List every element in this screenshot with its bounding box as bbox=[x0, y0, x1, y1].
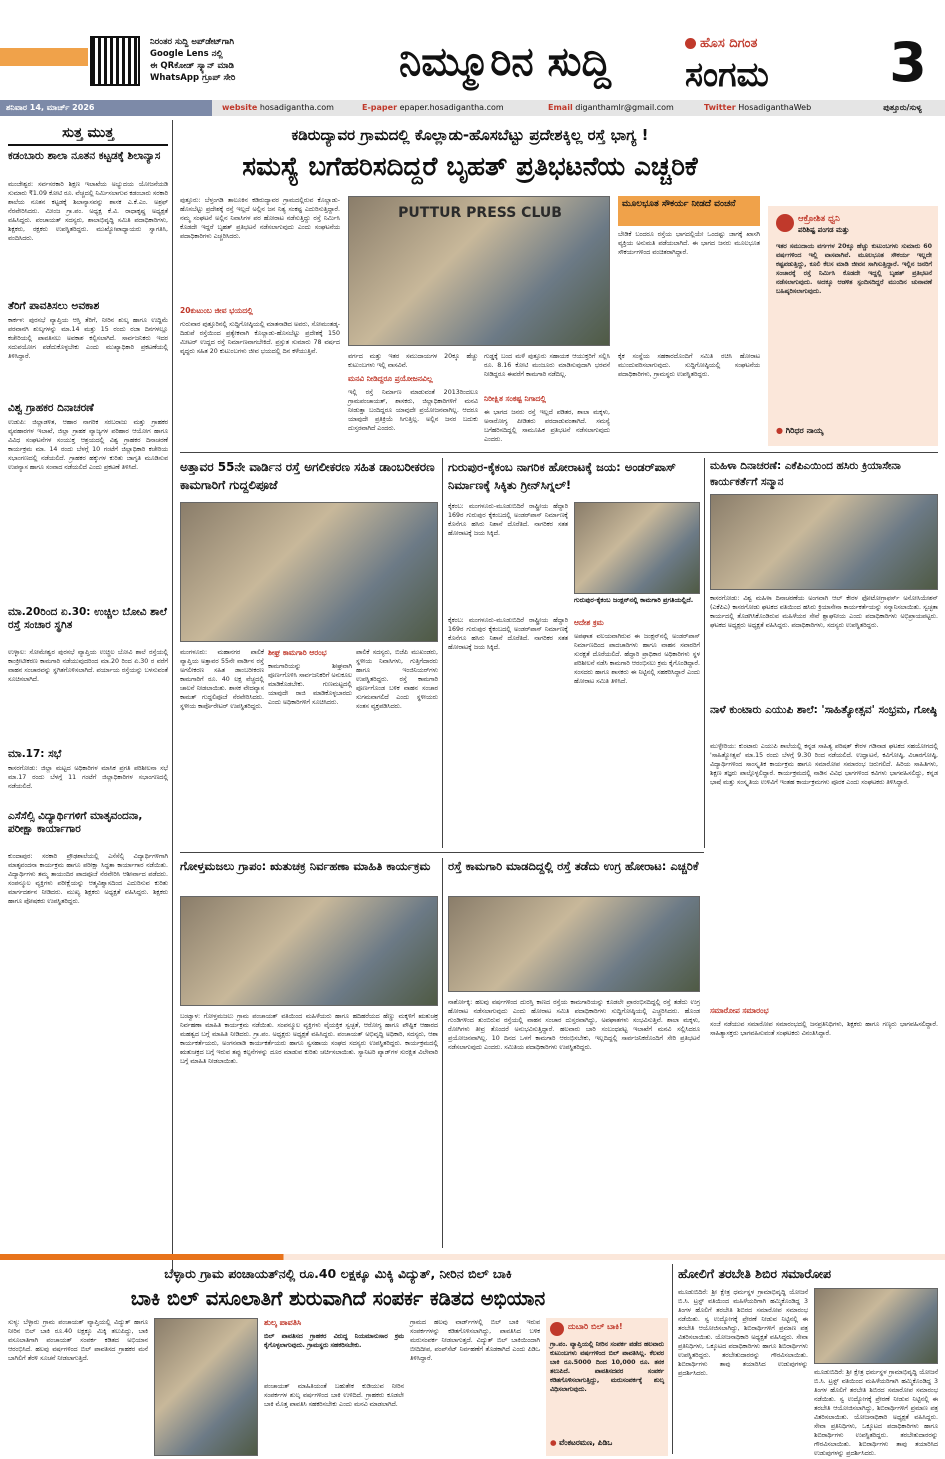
story-body: ಮಂಗಳೂರು: ಮಹಾನಗರ ಪಾಲಿಕೆ ವ್ಯಾಪ್ತಿಯ ಅತ್ತಾವರ 55ನೇ ವಾರ್ಡಿನ ರಸ್ತೆ ಅಗಲೀಕರಣ ಸಹಿತ ಡಾಂಬರೀಕರಣ ಕಾಮಗಾರಿಗೆ ರೂ. 40 ಲಕ್ಷ ವೆಚ್ಚದಲ್ಲಿ ಚಾಲನೆ ನೀಡಲಾಯಿತು. ಶಾಸಕ ವೇದವ್ಯಾಸ ಕಾಮತ್ ಗುದ್ದಲಿಪೂಜೆ ನೆರವೇರಿಸಿದರು. ಸ್ಥಳೀಯ ಕಾರ್ಪೊರೇಟರ್ ಉಪಸ್ಥಿತರಿದ್ದರು. bbox=[180, 649, 267, 710]
story-attavar bbox=[180, 458, 441, 848]
supplement-title: ನಿಮ್ಮೂರಿನ ಸುದ್ದಿ bbox=[399, 39, 611, 85]
photo-caption: ಗುರುಪುರ-ಕೈಕಂಬ ಜಂಕ್ಷನ್‌ನಲ್ಲಿ ಕಾಮಗಾರಿ ಪ್ರಗತಿಯಲ್ಲಿದೆ. bbox=[574, 596, 694, 604]
story-photo bbox=[710, 494, 938, 590]
story-holige bbox=[678, 1264, 941, 1457]
story-title: ಕಡಂಬಾರು ಶಾಲಾ ನೂತನ ಕಟ್ಟಡಕ್ಕೆ ಶಿಲಾನ್ಯಾಸ bbox=[8, 150, 161, 162]
masthead-orange-strip bbox=[0, 48, 88, 66]
story-kuntaru bbox=[710, 702, 941, 1252]
bottom-story bbox=[8, 1264, 668, 1459]
story-body: ನಾರ್ಶೋಕ್ಕಿ: ಹಲವು ವರ್ಷಗಳಿಂದ ದುರಸ್ತಿ ಕಾಣದ ರಸ್ತೆಯ ಕಾಮಗಾರಿಯನ್ನು ಕೂಡಲೇ ಪ್ರಾರಂಭಿಸದಿದ್ದಲ್ಲಿ ರಸ್ತೆ ತಡೆದು ಉಗ್ರ ಹೋರಾಟ ನಡೆಸಲಾಗುವುದು ಎಂದು ಹೋರಾಟ ಸಮಿತಿ ಪದಾಧಿಕಾರಿಗಳು ಸುದ್ದಿಗೋಷ್ಠಿಯಲ್ಲಿ ಎಚ್ಚರಿಸಿದರು. ಹೊಂಡ ಗುಂಡಿಗಳಿಂದ ತುಂಬಿರುವ ರಸ್ತೆಯಲ್ಲಿ ವಾಹನ ಸಂಚಾರ ದುಸ್ತರವಾಗಿದ್ದು, ಅಪಘಾತಗಳು ಸಂಭವಿಸುತ್ತಿವೆ. ಶಾಲಾ ಮಕ್ಕಳು, ರೋಗಿಗಳು ತೀವ್ರ ತೊಂದರೆ ಅನುಭವಿಸುತ್ತಿದ್ದಾರೆ. ಹಲವಾರು ಬಾರಿ ಸಂಬಂಧಪಟ್ಟ ಇಲಾಖೆಗೆ ಮನವಿ ಸಲ್ಲಿಸಿದರೂ ಪ್ರಯೋಜನವಾಗಿಲ್ಲ. 10 ದಿನದ ಒಳಗೆ ಕಾಮಗಾರಿ ಆರಂಭಿಸಬೇಕು, ಇಲ್ಲದಿದ್ದಲ್ಲಿ ಸಾರ್ವಜನಿಕರೊಂದಿಗೆ ಸೇರಿ ಪ್ರತಿಭಟನೆ ನಡೆಸಲಾಗುವುದು ಎಂದರು. ಸಮಿತಿಯ ಪದಾಧಿಕಾರಿಗಳು ಉಪಸ್ಥಿತರಿದ್ದರು. bbox=[448, 999, 703, 1051]
date-strip: ಶನಿವಾರ 14, ಮಾರ್ಚ್ 2026 bbox=[0, 100, 212, 116]
story-mahila bbox=[710, 458, 941, 698]
story-body: ಪಾಲಿಕೆ ಸದಸ್ಯರು, ಬಿಜೆಪಿ ಮುಖಂಡರು, ಸ್ಥಳೀಯ ನಿವಾಸಿಗಳು, ಗುತ್ತಿಗೆದಾರರು ಹಾಗೂ ಇಂಜಿನಿಯರ್‌ಗಳು ಉಪಸ್ಥಿತರಿದ್ದರು. ರಸ್ತೆ ಕಾಮಗಾರಿ ಪೂರ್ಣಗೊಂಡ ಬಳಿಕ ವಾಹನ ಸಂಚಾರ ಸುಗಮವಾಗಲಿದೆ ಎಂದು ಸ್ಥಳೀಯರು ಸಂತಸ ವ್ಯಕ್ತಪಡಿಸಿದರು. bbox=[356, 649, 441, 710]
story-photo bbox=[574, 502, 700, 594]
column-rule bbox=[704, 458, 705, 848]
lead-subhead: ನಿರೀಕ್ಷಿತ ಸಂಕಷ್ಟ ನಿಗಾದಲ್ಲಿ bbox=[484, 394, 546, 403]
story-body: ಸಂಜೆ ನಡೆಯುವ ಸಮಾರೋಪ ಸಮಾರಂಭದಲ್ಲಿ ಜನಪ್ರತಿನಿಧಿಗಳು, ಶಿಕ್ಷಕರು ಹಾಗೂ ಗಣ್ಯರು ಭಾಗವಹಿಸಲಿದ್ದಾರೆ. ಸಾಹಿತ್ಯಾಸಕ್ತರು ಭಾಗವಹಿಸುವಂತೆ ಸಂಘಟಕರು ವಿನಂತಿಸಿದ್ದಾರೆ. bbox=[710, 1021, 941, 1037]
left-column bbox=[8, 120, 171, 1270]
story-body: ಮುಳ್ಳೇರಿಯ: ಕುಂಟಾರು ಎಯುಪಿ ಶಾಲೆಯಲ್ಲಿ ಕನ್ನಡ ಸಾಹಿತ್ಯ ಪರಿಷತ್ ಕೇರಳ ಗಡಿನಾಡ ಘಟಕದ ಸಹಯೋಗದಲ್ಲಿ 'ಸಾಹಿತ್ಯೋತ್ಸವ' ಮಾ.15 ರಂದು ಬೆಳಗ್ಗೆ 9.30 ರಿಂದ ನಡೆಯಲಿದೆ. ಉದ್ಘಾಟನೆ, ಕವಿಗೋಷ್ಠಿ, ವಿಚಾರಗೋಷ್ಠಿ, ವಿದ್ಯಾರ್ಥಿಗಳಿಂದ ಸಾಂಸ್ಕೃತಿಕ ಕಾರ್ಯಕ್ರಮ ಹಾಗೂ ಸಮಾರೋಪ ಸಮಾರಂಭ ಜರುಗಲಿದೆ. ಹಿರಿಯ ಸಾಹಿತಿಗಳು, ಶಿಕ್ಷಣ ತಜ್ಞರು ಪಾಲ್ಗೊಳ್ಳಲಿದ್ದಾರೆ. ಕಾರ್ಯಕ್ರಮದಲ್ಲಿ ನಾಡಿನ ವಿವಿಧ ಭಾಗಗಳಿಂದ ಕವಿಗಳು ಭಾಗವಹಿಸಲಿದ್ದು, ಕನ್ನಡ ಭಾಷೆ ಮತ್ತು ಸಂಸ್ಕೃತಿಯ ಉಳಿವಿಗೆ ಇಂತಹ ಕಾರ್ಯಕ್ರಮಗಳು ಪೂರಕ ಎಂದು ಸಂಘಟಕರು ತಿಳಿಸಿದ್ದಾರೆ. bbox=[710, 743, 941, 786]
story-headline: ಗೋಳ್ತಮಜಲು ಗ್ರಾಪಂ: ಋತುಚಕ್ರ ನಿರ್ವಹಣಾ ಮಾಹಿತಿ ಕಾರ್ಯಕ್ರಮ bbox=[180, 859, 431, 873]
story-body: ಕೈಕಂಬ: ಮಂಗಳೂರು-ಮೂಡುಬಿದಿರೆ ರಾಷ್ಟ್ರೀಯ ಹೆದ್ದಾರಿ 169ರ ಗುರುಪುರ ಕೈಕಂಬದಲ್ಲಿ ಅಂಡರ್‌ಪಾಸ್ ನಿರ್ಮಾಣಕ್ಕೆ ಕೊನೆಗೂ ಹಸಿರು ನಿಶಾನೆ ದೊರೆತಿದೆ. ನಾಗರಿಕರ ಸತತ ಹೋರಾಟಕ್ಕೆ ಜಯ ಸಿಕ್ಕಿದೆ. bbox=[448, 503, 571, 537]
alert-icon bbox=[550, 1322, 564, 1336]
story-body: ಕುಂದಾಪುರ: ಸರಕಾರಿ ಪ್ರೌಢಶಾಲೆಯಲ್ಲಿ ಎಸೆಸೆಲ್ಸಿ ವಿದ್ಯಾರ್ಥಿಗಳಿಗಾಗಿ ಮಾತೃವಂದನಾ ಕಾರ್ಯಕ್ರಮ ಹಾಗೂ ಪರೀಕ್ಷಾ ಸಿದ್ಧತಾ ಕಾರ್ಯಾಗಾರ ನಡೆಯಿತು. ವಿದ್ಯಾರ್ಥಿಗಳು ತಮ್ಮ ತಾಯಂದಿರ ಪಾದಪೂಜೆ ನೆರವೇರಿಸಿ ಆಶೀರ್ವಾದ ಪಡೆದರು. ಸಂಪನ್ಮೂಲ ವ್ಯಕ್ತಿಗಳು ಪರೀಕ್ಷೆಯನ್ನು ಆತ್ಮವಿಶ್ವಾಸದಿಂದ ಎದುರಿಸುವ ಕುರಿತು ಮಾರ್ಗದರ್ಶನ ನೀಡಿದರು. ಮುಖ್ಯ ಶಿಕ್ಷಕರು ಅಧ್ಯಕ್ಷತೆ ವಹಿಸಿದ್ದರು. ಶಿಕ್ಷಕರು ಹಾಗೂ ಪೋಷಕರು ಉಪಸ್ಥಿತರಿದ್ದರು. bbox=[8, 853, 171, 905]
bottom-headline: ಬಾಕಿ ಬಿಲ್ ವಸೂಲಾತಿಗೆ ಶುರುವಾಗಿದೆ ಸಂಪರ್ಕ ಕಡಿತದ ಅಭಿಯಾನ bbox=[130, 1287, 546, 1310]
story-title: ಮಾ.17: ಸಭೆ bbox=[8, 748, 62, 760]
story-title: ಎಸೆಸೆಲ್ಸಿ ವಿದ್ಯಾರ್ಥಿಗಳಿಗೆ ಮಾತೃವಂದನಾ, ಪರೀಕ್ಷಾ ಕಾರ್ಯಾಗಾರ bbox=[8, 810, 143, 835]
promo-line: Google Lens ನಲ್ಲಿ bbox=[150, 49, 223, 59]
opinion-body: ಇತರ ಸಮುದಾಯ ವರ್ಗಗಳ 20ಕ್ಕೂ ಹೆಚ್ಚು ಕುಟುಂಬಗಳು ಸುಮಾರು 60 ವರ್ಷಗಳಿಂದ ಇಲ್ಲಿ ವಾಸವಾಗಿವೆ. ಮೂಲಭೂತ ಸೌಕರ್ಯ ಇಲ್ಲದೇ ಕಷ್ಟಪಡುತ್ತಿದ್ದು, ಕೂಲಿ ಕೆಲಸ ಮಾಡಿ ಜೀವನ ಸಾಗಿಸುತ್ತಿದ್ದಾರೆ. ಇಲ್ಲಿನ ಜನರಿಗೆ ಸಂಚಾರಕ್ಕೆ ರಸ್ತೆ ನಿರ್ಮಿಸಿ ಕೊಡದೇ ಇದ್ದಲ್ಲಿ ಬೃಹತ್ ಪ್ರತಿಭಟನೆ ನಡೆಸಲಾಗುವುದು. ಅದಕ್ಕೂ ಆಡಳಿತ ಸ್ಪಂದಿಸದಿದ್ದರೆ ಮುಂದಿನ ಚುನಾವಣೆ ಬಹಿಷ್ಕರಿಸಲಾಗುವುದು. bbox=[776, 243, 935, 295]
lead-story bbox=[180, 120, 763, 450]
story-road-protest bbox=[448, 858, 703, 1248]
brand-mark-icon bbox=[685, 38, 696, 49]
story-body: ಕಾಸರಗೋಡು: ವಿಶ್ವ ಮಹಿಳಾ ದಿನಾಚರಣೆಯ ಅಂಗವಾಗಿ ಆಲ್ ಕೇರಳ ಫೋಟೋಗ್ರಾಫರ್ಸ್ ಅಸೋಸಿಯೇಶನ್ (ಎಕೆಪಿಎ) ಕಾಸರಗೋಡು ಘಟಕದ ವತಿಯಿಂದ ಹಸಿರು ಕ್ರಿಯಾಸೇನಾ ಕಾರ್ಯಕರ್ತೆಯನ್ನು ಸನ್ಮಾನಿಸಲಾಯಿತು. ಸ್ವಚ್ಛತಾ ಕಾರ್ಯದಲ್ಲಿ ತೊಡಗಿಸಿಕೊಂಡಿರುವ ಮಹಿಳೆಯರ ಸೇವೆ ಶ್ಲಾಘನೀಯ ಎಂದು ಪದಾಧಿಕಾರಿಗಳು ಅಭಿಪ್ರಾಯಪಟ್ಟರು. ಘಟಕದ ಅಧ್ಯಕ್ಷರು ಅಧ್ಯಕ್ಷತೆ ವಹಿಸಿದ್ದರು. ಪದಾಧಿಕಾರಿಗಳು, ಸದಸ್ಯರು ಉಪಸ್ಥಿತರಿದ್ದರು. bbox=[710, 595, 941, 629]
column-rule bbox=[172, 120, 173, 1270]
story-headline: ಹೋಲಿಗೆ ತರಬೇತಿ ಶಿಬಿರ ಸಮಾರೋಪ bbox=[678, 1266, 832, 1281]
story-body: ಸುಳ್ಯ: ಬೆಳ್ಳಾರು ಗ್ರಾಮ ಪಂಚಾಯತ್ ವ್ಯಾಪ್ತಿಯಲ್ಲಿ ವಿದ್ಯುತ್ ಹಾಗೂ ನೀರಿನ ಬಿಲ್ ಬಾಕಿ ರೂ.40 ಲಕ್ಷಕ್ಕೂ ಮಿಕ್ಕಿ ತಲುಪಿದ್ದು, ಬಾಕಿ ವಸೂಲಾತಿಗಾಗಿ ಪಂಚಾಯತ್ ಸಂಪರ್ಕ ಕಡಿತದ ಅಭಿಯಾನ ಆರಂಭಿಸಿದೆ. ಹಲವು ವರ್ಷಗಳಿಂದ ಬಿಲ್ ಪಾವತಿಸದ ಗ್ರಾಹಕರ ಮನೆ ಬಾಗಿಲಿಗೆ ತೆರಳಿ ಸೂಚನೆ ನೀಡಲಾಗುತ್ತಿದೆ. bbox=[8, 1319, 151, 1362]
section-name: ಸಂಗಮ bbox=[685, 55, 769, 95]
byline-marker-icon: ● bbox=[550, 1438, 557, 1447]
story-body: ಬಂಟ್ವಾಳ: ಗೋಳ್ತಮಜಲು ಗ್ರಾಮ ಪಂಚಾಯತ್ ವತಿಯಿಂದ ಮಹಿಳೆಯರು ಹಾಗೂ ಹದಿಹರೆಯದ ಹೆಣ್ಣು ಮಕ್ಕಳಿಗೆ ಋತುಚಕ್ರ ನಿರ್ವಹಣಾ ಮಾಹಿತಿ ಕಾರ್ಯಕ್ರಮ ನಡೆಯಿತು. ಸಂಪನ್ಮೂಲ ವ್ಯಕ್ತಿಗಳು ವೈಯಕ್ತಿಕ ಸ್ವಚ್ಛತೆ, ಆರೋಗ್ಯ ಹಾಗೂ ಪೌಷ್ಟಿಕ ಆಹಾರದ ಮಹತ್ವದ ಬಗ್ಗೆ ಮಾಹಿತಿ ನೀಡಿದರು. ಗ್ರಾ.ಪಂ. ಅಧ್ಯಕ್ಷರು ಅಧ್ಯಕ್ಷತೆ ವಹಿಸಿದ್ದರು. ಪಂಚಾಯತ್ ಅಭಿವೃದ್ಧಿ ಅಧಿಕಾರಿ, ಸದಸ್ಯರು, ಆಶಾ ಕಾರ್ಯಕರ್ತೆಯರು, ಅಂಗನವಾಡಿ ಕಾರ್ಯಕರ್ತೆಯರು ಹಾಗೂ ಸ್ವಸಹಾಯ ಸಂಘದ ಸದಸ್ಯರು ಉಪಸ್ಥಿತರಿದ್ದರು. ಕಾರ್ಯಕ್ರಮದಲ್ಲಿ ಋತುಚಕ್ರದ ಬಗ್ಗೆ ಇರುವ ತಪ್ಪು ಕಲ್ಪನೆಗಳನ್ನು ದೂರ ಮಾಡುವ ಕುರಿತು ಚರ್ಚಿಸಲಾಯಿತು. ಸ್ಯಾನಿಟರಿ ಪ್ಯಾಡ್‌ಗಳ ಸುರಕ್ಷಿತ ವಿಲೇವಾರಿ ಬಗ್ಗೆ ಮಾಹಿತಿ ನೀಡಲಾಯಿತು. bbox=[180, 1013, 441, 1065]
story-body: ಪಂಚಾಯತ್ ಮಾಹಿತಿಯಂತೆ ಬಹುತೇಕ ಕುಡಿಯುವ ನೀರಿನ ಸಂಪರ್ಕಗಳ ಶುಲ್ಕ ವರ್ಷಗಳಿಂದ ಬಾಕಿ ಉಳಿದಿದೆ. ಗ್ರಾಹಕರು ಕೂಡಲೇ ಬಾಕಿ ಮೊತ್ತ ಪಾವತಿಸಿ ಸಹಕರಿಸಬೇಕು ಎಂದು ಮನವಿ ಮಾಡಲಾಗಿದೆ. bbox=[264, 1383, 407, 1408]
byline-name: ವೆಂಕಟರಮಣ, ಪಿಡಿಒ bbox=[559, 1438, 613, 1447]
story-headline: ನಾಳೆ ಕುಂಟಾರು ಎಯುಪಿ ಶಾಲೆ: 'ಸಾಹಿತ್ಯೋತ್ಸವ' ಸಂಭ್ರಮ, ಗೋಷ್ಠಿ bbox=[710, 704, 937, 716]
promo-line: ಈ QRಕೋಡ್ ಸ್ಕ್ಯಾನ್ ಮಾಡಿ bbox=[150, 61, 234, 71]
story-title: ವಿಶ್ವ ಗ್ರಾಹಕರ ದಿನಾಚರಣೆ bbox=[8, 402, 94, 414]
lead-subhead: 20ಕುಟುಂಬ ಜೀವ ಭಯದಲ್ಲಿ bbox=[180, 306, 253, 315]
email-link[interactable]: Email diganthamlr@gmail.com bbox=[548, 103, 674, 112]
lead-sidebar-head: ಮೂಲಭೂತ ಸೌಕರ್ಯ ನೀಡದೆ ವಂಚನೆ bbox=[618, 196, 760, 226]
byline-name: ಗಿರಿಧರ ನಾಯ್ಕ bbox=[785, 426, 824, 435]
press-meet-photo bbox=[348, 196, 610, 346]
story-body: ಅಪಘಾತ ವಲಯವಾಗಿರುವ ಈ ಜಂಕ್ಷನ್‌ನಲ್ಲಿ ಅಂಡರ್‌ಪಾಸ್ ನಿರ್ಮಾಣದಿಂದ ಪಾದಚಾರಿಗಳು ಹಾಗೂ ವಾಹನ ಸವಾರರಿಗೆ ಸುರಕ್ಷತೆ ದೊರೆಯಲಿದೆ. ಹೆದ್ದಾರಿ ಪ್ರಾಧಿಕಾರ ಅಧಿಕಾರಿಗಳು ಸ್ಥಳ ಪರಿಶೀಲನೆ ನಡೆಸಿ ಕಾಮಗಾರಿ ಆರಂಭಿಸಲು ಕ್ರಮ ಕೈಗೊಂಡಿದ್ದಾರೆ. ಸಂಸದರು ಹಾಗೂ ಶಾಸಕರು ಈ ನಿಟ್ಟಿನಲ್ಲಿ ಸಹಕರಿಸಿದ್ದಾರೆ ಎಂದು ಹೋರಾಟ ಸಮಿತಿ ತಿಳಿಸಿದೆ. bbox=[574, 633, 703, 685]
story-headline: ಮಹಿಳಾ ದಿನಾಚರಣೆ: ಎಕೆಪಿಎಯಿಂದ ಹಸಿರು ಕ್ರಿಯಾಸೇನಾ ಕಾರ್ಯಕರ್ತೆಗೆ ಸನ್ಮಾನ bbox=[710, 460, 901, 488]
lead-sidebar-body: ಬೇಡಿಕೆ ಬಂದರೂ ರಸ್ತೆಯ ಭಾಗದಲ್ಲಿಯೇ ಒಂದಷ್ಟು ಜಾಗಕ್ಕೆ ಖಾಸಗಿ ವ್ಯಕ್ತಿಯ ಅನುಮತಿ ಪಡೆಯಲಾಗಿದೆ. ಈ ಭಾಗದ ಜನರು ಮೂಲಭೂತ ಸೌಕರ್ಯಗಳಿಂದ ವಂಚಿತರಾಗಿದ್ದಾರೆ. bbox=[618, 231, 763, 256]
quote-body: ಬಿಲ್ ಪಾವತಿಸದ ಗ್ರಾಹಕರ ವಿರುದ್ಧ ನಿಯಮಾನುಸಾರ ಕ್ರಮ ಕೈಗೊಳ್ಳಲಾಗುವುದು. ಗ್ರಾಮಸ್ಥರು ಸಹಕರಿಸಬೇಕು. bbox=[264, 1333, 407, 1349]
story-headline: ರಸ್ತೆ ಕಾಮಗಾರಿ ಮಾಡದಿದ್ದಲ್ಲಿ ರಸ್ತೆ ತಡೆದು ಉಗ್ರ ಹೋರಾಟ: ಎಚ್ಚರಿಕೆ bbox=[448, 859, 699, 873]
bill-sidebar-body: ಗ್ರಾ.ಪಂ. ವ್ಯಾಪ್ತಿಯಲ್ಲಿ ನೀರಿನ ಸಂಪರ್ಕ ಪಡೆದ ಹಲವಾರು ಕುಟುಂಬಗಳು ವರ್ಷಗಳಿಂದ ಬಿಲ್ ಪಾವತಿಸಿಲ್ಲ. ಕೆಲವರ ಬಾಕಿ ರೂ.5000 ದಿಂದ 10,000 ರೂ. ತನಕ ತಲುಪಿದೆ. ಪಾವತಿಸದವರ ಸಂಪರ್ಕ ಕಡಿತಗೊಳಿಸಲಾಗುತ್ತಿದ್ದು, ಮರುಸಂಪರ್ಕಕ್ಕೆ ಶುಲ್ಕ ವಿಧಿಸಲಾಗುವುದು. bbox=[550, 1341, 667, 1393]
opinion-label: ಆಕ್ರೋಶಿತ ಧ್ವನಿ bbox=[798, 214, 840, 224]
story-subhead: ಆದೇಶ ಕ್ರಮ bbox=[574, 618, 604, 627]
story-body: ಕಾರ್ಕಳ: ಪುರಸಭೆ ವ್ಯಾಪ್ತಿಯ ಆಸ್ತಿ ತೆರಿಗೆ, ನೀರಿನ ಶುಲ್ಕ ಹಾಗೂ ಉದ್ದಿಮೆ ಪರವಾನಗಿ ಶುಲ್ಕಗಳನ್ನು ಮಾ.14 ಮತ್ತು 15 ರಂದು ರಜಾ ದಿನಗಳಲ್ಲೂ ಕಚೇರಿಯಲ್ಲಿ ಪಾವತಿಸಲು ಅವಕಾಶ ಕಲ್ಪಿಸಲಾಗಿದೆ. ಸಾರ್ವಜನಿಕರು ಇದರ ಸದುಪಯೋಗ ಪಡೆದುಕೊಳ್ಳಬೇಕು ಎಂದು ಮುಖ್ಯಾಧಿಕಾರಿ ಪ್ರಕಟಣೆಯಲ್ಲಿ ತಿಳಿಸಿದ್ದಾರೆ. bbox=[8, 317, 171, 360]
section-rule bbox=[180, 452, 938, 453]
lead-body: ಇಲ್ಲಿ ರಸ್ತೆ ನಿರ್ಮಾಣ ಮಾಡುವಂತೆ 2013ರಿಂದಲೂ ಗ್ರಾಮಪಂಚಾಯತ್, ಶಾಸಕರು, ಜಿಲ್ಲಾಧಿಕಾರಿಗಳಿಗೆ ಮನವಿ ನೀಡುತ್ತಾ ಬಂದಿದ್ದರೂ ಯಾವುದೇ ಪ್ರಯೋಜನವಾಗಿಲ್ಲ. ಆದರೂ ಯಾವುದೇ ಪ್ರತಿಕ್ರಿಯೆ ಸಿಗುತ್ತಿಲ್ಲ. ಅಲ್ಲಿನ ಜನರ ಬದುಕು ದುಸ್ತರವಾಗಿದೆ ಎಂದರು. bbox=[348, 389, 481, 432]
story-subhead: ಶೀಘ್ರ ಕಾಮಗಾರಿ ಆರಂಭ bbox=[268, 648, 327, 657]
story-photo bbox=[448, 896, 700, 992]
story-body: ಕೈಕಂಬ: ಮಂಗಳೂರು-ಮೂಡುಬಿದಿರೆ ರಾಷ್ಟ್ರೀಯ ಹೆದ್ದಾರಿ 169ರ ಗುರುಪುರ ಕೈಕಂಬದಲ್ಲಿ ಅಂಡರ್‌ಪಾಸ್ ನಿರ್ಮಾಣಕ್ಕೆ ಕೊನೆಗೂ ಹಸಿರು ನಿಶಾನೆ ದೊರೆತಿದೆ. ನಾಗರಿಕರ ಸತತ ಹೋರಾಟಕ್ಕೆ ಜಯ ಸಿಕ್ಕಿದೆ. bbox=[448, 617, 571, 651]
story-subhead: ಸಮಾರೋಪ ಸಮಾರಂಭ bbox=[710, 1006, 769, 1015]
bottom-kicker: ಬೆಳ್ಳಾರು ಗ್ರಾಮ ಪಂಚಾಯತ್‌ನಲ್ಲಿ ರೂ.40 ಲಕ್ಷಕ್ಕೂ ಮಿಕ್ಕಿ ವಿದ್ಯುತ್, ನೀರಿನ ಬಿಲ್ ಬಾಕಿ bbox=[164, 1266, 512, 1281]
website-link[interactable]: website hosadigantha.com bbox=[222, 103, 334, 112]
story-title: ಮಾ.20ರಿಂದ ಏ.30: ಉಚ್ಚಿಲ ಬೋವಿ ಶಾಲೆ ರಸ್ತೆ ಸಂಚಾರ ಸ್ಥಗಿತ bbox=[8, 606, 167, 631]
story-body: ಗ್ರಾಮದ ಹಲವು ವಾರ್ಡ್‌ಗಳಲ್ಲಿ ಬಿಲ್ ಬಾಕಿ ಇರುವ ಸಂಪರ್ಕಗಳನ್ನು ಕಡಿತಗೊಳಿಸಲಾಗಿದ್ದು, ಪಾವತಿಸಿದ ಬಳಿಕ ಮರುಸಂಪರ್ಕ ನೀಡಲಾಗುತ್ತದೆ. ವಿದ್ಯುತ್ ಬಿಲ್ ಬಾಕಿಯಿಂದಾಗಿ ಬೀದಿದೀಪ, ಪಂಪ್‌ಸೆಟ್ ನಿರ್ವಹಣೆಗೆ ತೊಡಕಾಗಿದೆ ಎಂದು ಪಿಡಿಒ ತಿಳಿಸಿದ್ದಾರೆ. bbox=[410, 1319, 543, 1362]
byline-marker-icon: ● bbox=[776, 426, 783, 435]
promo-line: WhatsApp ಗ್ರೂಪ್ ಸೇರಿ bbox=[150, 73, 236, 83]
story-headline: ಅತ್ತಾವರ 55ನೇ ವಾರ್ಡಿನ ರಸ್ತೆ ಅಗಲೀಕರಣ ಸಹಿತ ಡಾಂಬರೀಕರಣ ಕಾಮಗಾರಿಗೆ ಗುದ್ದಲಿಪೂಜೆ bbox=[180, 460, 435, 492]
alert-icon bbox=[776, 214, 794, 232]
story-photo bbox=[180, 502, 438, 642]
story-gurupura bbox=[448, 458, 703, 848]
story-gomaju bbox=[180, 858, 441, 1248]
story-body: ಕಾಮಗಾರಿಯನ್ನು ಶೀಘ್ರವಾಗಿ ಪೂರ್ಣಗೊಳಿಸಿ ಸಾರ್ವಜನಿಕರಿಗೆ ಅನುಕೂಲ ಮಾಡಿಕೊಡಬೇಕು. ಗುಣಮಟ್ಟದಲ್ಲಿ ಯಾವುದೇ ರಾಜಿ ಮಾಡಿಕೊಳ್ಳಬಾರದು ಎಂದು ಅಧಿಕಾರಿಗಳಿಗೆ ಸೂಚಿಸಿದರು. bbox=[268, 663, 355, 706]
story-headline: ಗುರುಪುರ-ಕೈಕಂಬ ನಾಗರಿಕ ಹೋರಾಟಕ್ಕೆ ಜಯ: ಅಂಡರ್‌ಪಾಸ್ ನಿರ್ಮಾಣಕ್ಕೆ ಸಿಕ್ಕಿತು ಗ್ರೀನ್‌ಸಿಗ್ನಲ್! bbox=[448, 460, 676, 492]
bill-sidebar-label: ದುಬಾರಿ ಬಿಲ್ ಬಾಕಿ! bbox=[568, 1322, 623, 1331]
story-body: ಮೂಡುಬಿದಿರೆ: ಶ್ರೀ ಕ್ಷೇತ್ರ ಧರ್ಮಸ್ಥಳ ಗ್ರಾಮಾಭಿವೃದ್ಧಿ ಯೋಜನೆ ಬಿ.ಸಿ. ಟ್ರಸ್ಟ್ ವತಿಯಿಂದ ಮಹಿಳೆಯರಿಗಾಗಿ ಹಮ್ಮಿಕೊಂಡಿದ್ದ 3 ತಿಂಗಳ ಹೊಲಿಗೆ ತರಬೇತಿ ಶಿಬಿರದ ಸಮಾರೋಪ ಸಮಾರಂಭ ನಡೆಯಿತು. ಸ್ವ ಉದ್ಯೋಗಕ್ಕೆ ಪ್ರೇರಣೆ ನೀಡುವ ನಿಟ್ಟಿನಲ್ಲಿ ಈ ತರಬೇತಿ ಆಯೋಜಿಸಲಾಗಿದ್ದು, ಶಿಬಿರಾರ್ಥಿಗಳಿಗೆ ಪ್ರಮಾಣ ಪತ್ರ ವಿತರಿಸಲಾಯಿತು. ಯೋಜನಾಧಿಕಾರಿ ಅಧ್ಯಕ್ಷತೆ ವಹಿಸಿದ್ದರು. ಸೇವಾ ಪ್ರತಿನಿಧಿಗಳು, ಒಕ್ಕೂಟದ ಪದಾಧಿಕಾರಿಗಳು ಹಾಗೂ ಶಿಬಿರಾರ್ಥಿಗಳು ಉಪಸ್ಥಿತರಿದ್ದರು. ತರಬೇತುದಾರರನ್ನು ಗೌರವಿಸಲಾಯಿತು. ಶಿಬಿರಾರ್ಥಿಗಳು ತಾವು ತಯಾರಿಸಿದ ಉಡುಪುಗಳನ್ನು ಪ್ರದರ್ಶಿಸಿದರು. bbox=[814, 1369, 941, 1457]
story-photo bbox=[180, 896, 438, 1006]
lead-body: ಪುತ್ತೂರು: ಬೆಳ್ತಂಗಡಿ ತಾಲೂಕಿನ ಕಡಿರುದ್ಯಾವರ ಗ್ರಾಮದಲ್ಲಿರುವ ಕೊಲ್ಲಾಡು-ಹೊಸಬೆಟ್ಟು ಪ್ರದೇಶಕ್ಕೆ ರಸ್ತೆ ಇಲ್ಲದೆ ಅಲ್ಲಿನ ಜನ ನಿತ್ಯ ಸಂಕಷ್ಟ ಎದುರಿಸುತ್ತಿದ್ದಾರೆ. ನಮ್ಮ ಸಂಘಟನೆ ಅಲ್ಲಿನ ನಿವಾಸಿಗಳ ಪರ ಹೋರಾಟ ನಡೆಸುತ್ತಿದ್ದು ರಸ್ತೆ ನಿರ್ಮಿಸಿ ಕೊಡದೇ ಇದ್ದರೆ ಬೃಹತ್ ಪ್ರತಿಭಟನೆ ನಡೆಸಲಾಗುವುದು ಎಂದು ಸಂಘಟನೆಯ ಪದಾಧಿಕಾರಿಗಳು ಎಚ್ಚರಿಸಿದರು. bbox=[180, 197, 343, 240]
photo-caption: PUTTUR PRESS CLUB bbox=[398, 205, 562, 221]
lead-subhead: ಮನವಿ ನೀಡಿದ್ದರೂ ಪ್ರಯೋಜನವಿಲ್ಲ bbox=[348, 374, 433, 383]
lead-body: ಈ ಭಾಗದ ಜನರು ರಸ್ತೆ ಇಲ್ಲದೆ ಪಡಿತರ, ಶಾಲಾ ಮಕ್ಕಳು, ಅನಾರೋಗ್ಯ ಪೀಡಿತರು ಪರದಾಡುವಂತಾಗಿದೆ. ಸಮಸ್ಯೆ ಬಗೆಹರಿಸದಿದ್ದಲ್ಲಿ ಸಾಮೂಹಿಕ ಪ್ರತಿಭಟನೆ ನಡೆಸಲಾಗುವುದು ಎಂದರು. bbox=[484, 409, 613, 443]
opinion-box bbox=[768, 206, 938, 446]
story-body: ಕಾಸರಗೋಡು: ಜಿಲ್ಲಾ ಮಟ್ಟದ ಅಧಿಕಾರಿಗಳ ಮಾಸಿಕ ಪ್ರಗತಿ ಪರಿಶೀಲನಾ ಸಭೆ ಮಾ.17 ರಂದು ಬೆಳಗ್ಗೆ 11 ಗಂಟೆಗೆ ಜಿಲ್ಲಾಧಿಕಾರಿಗಳ ಸಭಾಂಗಣದಲ್ಲಿ ನಡೆಯಲಿದೆ. bbox=[8, 765, 171, 790]
qr-code[interactable] bbox=[90, 36, 140, 86]
bill-sidebar bbox=[546, 1318, 668, 1456]
brand-name: ಹೊಸ ದಿಗಂತ bbox=[700, 36, 758, 51]
promo-line: ನಿರಂತರ ಸುದ್ದಿ ಅಪ್‌ಡೇಟ್‌ಗಾಗಿ bbox=[150, 37, 234, 47]
story-photo bbox=[814, 1288, 938, 1364]
column-label: ಸುತ್ತ ಮುತ್ತ bbox=[8, 120, 168, 146]
column-rule bbox=[672, 1264, 673, 1454]
epaper-link[interactable]: E-paper epaper.hosadigantha.com bbox=[362, 103, 504, 112]
lead-kicker: ಕಡಿರುದ್ಯಾವರ ಗ್ರಾಮದಲ್ಲಿ ಕೊಲ್ಲಾಡು-ಹೊಸಬೆಟ್ಟು ಪ್ರದೇಶಕ್ಕಿಲ್ಲ ರಸ್ತೆ ಭಾಗ್ಯ ! bbox=[291, 126, 649, 144]
bill-sidebar-byline bbox=[550, 1438, 664, 1452]
lead-body: ವರ್ಗದ ಮತ್ತು ಇತರ ಸಮುದಾಯಗಳ 20ಕ್ಕೂ ಹೆಚ್ಚು ಕುಟುಂಬಗಳು ಇಲ್ಲಿ ವಾಸವಿವೆ. bbox=[348, 353, 481, 369]
quote-box bbox=[264, 1318, 407, 1380]
lead-sidebar-body: ಕೈಕ ಸಂಸ್ಥೆಯ ಸಹಕಾರದೊಂದಿಗೆ ಸಮಿತಿ ರಚಿಸಿ ಹೋರಾಟ ಮುಂದುವರಿಸಲಾಗುವುದು. ಸುದ್ದಿಗೋಷ್ಠಿಯಲ್ಲಿ ಸಂಘಟನೆಯ ಪದಾಧಿಕಾರಿಗಳು, ಗ್ರಾಮಸ್ಥರು ಉಪಸ್ಥಿತರಿದ್ದರು. bbox=[618, 353, 763, 378]
story-body: ಮಂಜೇಶ್ವರ: ಸರ್ವಸರಕಾರಿ ಶಿಕ್ಷಣ ಇಲಾಖೆಯ ಅಭ್ಯುದಯ ಯೋಜನೆಯಡಿ ಸುಮಾರು ₹1.09 ಕೋಟಿ ರೂ. ವೆಚ್ಚದಲ್ಲಿ ನಿರ್ಮಿಸಲಾಗುವ ಕಡಂಬಾರು ಸರಕಾರಿ ಶಾಲೆಯ ನೂತನ ಕಟ್ಟಡಕ್ಕೆ ಶಿಲಾನ್ಯಾಸವನ್ನು ಶಾಸಕ ಎ.ಕೆ.ಎಂ. ಅಶ್ರಫ್ ನೆರವೇರಿಸಿದರು. ಮೀಂಜ ಗ್ರಾ.ಪಂ. ಅಧ್ಯಕ್ಷ ಕೆ.ವಿ. ರಾಧಾಕೃಷ್ಣ ಅಧ್ಯಕ್ಷತೆ ವಹಿಸಿದ್ದರು. ಪಂಚಾಯತ್ ಸದಸ್ಯರು, ಶಾಲಾಭಿವೃದ್ಧಿ ಸಮಿತಿ ಪದಾಧಿಕಾರಿಗಳು, ಶಿಕ್ಷಕರು, ರಕ್ಷಕರು ಉಪಸ್ಥಿತರಿದ್ದರು. ಮುಖ್ಯೋಪಾಧ್ಯಾಯರು ಸ್ವಾಗತಿಸಿ, ವಂದಿಸಿದರು. bbox=[8, 181, 171, 242]
qr-promo bbox=[150, 36, 330, 96]
section-rule bbox=[180, 852, 704, 853]
lead-body: ಗುಡ್ಡಕ್ಕೆ ಬಂದ ಮಳೆ ಪುತ್ತೂರು ಸಹಾಯಕ ಆಯುಕ್ತರಿಗೆ ಸಲ್ಲಿಸಿ ರೂ. 8.16 ಕೋಟಿ ಮಂಜೂರು ಮಾಡಿಸುವುದಾಗಿ ಭರವಸೆ ನೀಡಿದ್ದರೂ ಈವರೆಗೆ ಕಾಮಗಾರಿ ನಡೆದಿಲ್ಲ. bbox=[484, 353, 613, 378]
opinion-byline bbox=[776, 426, 932, 440]
page-number: 3 bbox=[889, 31, 927, 94]
masthead bbox=[0, 0, 945, 100]
lead-body: ಗುರುವಾರ ಪುತ್ತೂರಿನಲ್ಲಿ ಸುದ್ದಿಗೋಷ್ಠಿಯಲ್ಲಿ ಮಾತನಾಡಿದ ಅವರು, ಸೋಮಂತಡ್ಕ-ದಿಡುಪೆ ರಸ್ತೆಯಿಂದ ಪ್ರತ್ಯೇಕವಾಗಿ ಕೊಲ್ಲಾಡು-ಹೊಸಬೆಟ್ಟು ಪ್ರದೇಶಕ್ಕೆ 150 ಮೀಟರ್ ಉದ್ದದ ರಸ್ತೆ ನಿರ್ಮಾಣವಾಗಬೇಕಿದೆ. ಪ್ರಸ್ತುತ ಸುಮಾರು 78 ವರ್ಷದ ವೃದ್ಧರು ಸಹಿತ 20 ಕುಟುಂಬಗಳು ಜೀವ ಭಯದಲ್ಲಿ ದಿನ ಕಳೆಯುತ್ತಿವೆ. bbox=[180, 321, 343, 355]
column-rule bbox=[442, 858, 443, 1248]
supplement-tag: ಪುತ್ತೂರು/ಸುಳ್ಯ bbox=[883, 103, 922, 112]
quote-head: ಶುಲ್ಕ ಪಾವತಿಸಿ bbox=[264, 1318, 302, 1327]
story-body: ಉಡುಪಿ: ಜಿಲ್ಲಾಡಳಿತ, ಆಹಾರ ನಾಗರಿಕ ಸರಬರಾಜು ಮತ್ತು ಗ್ರಾಹಕರ ವ್ಯವಹಾರಗಳ ಇಲಾಖೆ, ಜಿಲ್ಲಾ ಗ್ರಾಹಕ ವ್ಯಾಜ್ಯಗಳ ಪರಿಹಾರ ಆಯೋಗ ಹಾಗೂ ವಿವಿಧ ಸಂಘಟನೆಗಳ ಸಂಯುಕ್ತ ಆಶ್ರಯದಲ್ಲಿ ವಿಶ್ವ ಗ್ರಾಹಕರ ದಿನಾಚರಣೆ ಕಾರ್ಯಕ್ರಮ ಮಾ. 14 ರಂದು ಬೆಳಗ್ಗೆ 10 ಗಂಟೆಗೆ ಜಿಲ್ಲಾಧಿಕಾರಿ ಕಚೇರಿಯ ಸಭಾಂಗಣದಲ್ಲಿ ನಡೆಯಲಿದೆ. ಗ್ರಾಹಕರ ಹಕ್ಕುಗಳ ಕುರಿತು ಜಾಗೃತಿ ಮೂಡಿಸುವ ಉಪನ್ಯಾಸ ಹಾಗೂ ಸಂವಾದ ನಡೆಯಲಿದೆ ಎಂದು ಪ್ರಕಟಣೆ ತಿಳಿಸಿದೆ. bbox=[8, 419, 171, 471]
column-rule bbox=[442, 458, 443, 848]
story-body: ಉಳ್ಳಾಲ: ಸೋಮೇಶ್ವರ ಪುರಸಭೆ ವ್ಯಾಪ್ತಿಯ ಉಚ್ಚಿಲ ಬೋವಿ ಶಾಲೆ ರಸ್ತೆಯಲ್ಲಿ ಕಾಂಕ್ರೀಟೀಕರಣ ಕಾಮಗಾರಿ ನಡೆಯುವುದರಿಂದ ಮಾ.20 ರಿಂದ ಏ.30 ರ ವರೆಗೆ ವಾಹನ ಸಂಚಾರವನ್ನು ಸ್ಥಗಿತಗೊಳಿಸಲಾಗಿದೆ. ಪರ್ಯಾಯ ರಸ್ತೆಯನ್ನು ಬಳಸುವಂತೆ ಸೂಚಿಸಲಾಗಿದೆ. bbox=[8, 649, 171, 683]
bottom-band-strip bbox=[0, 1254, 945, 1260]
story-body: ಮೂಡುಬಿದಿರೆ: ಶ್ರೀ ಕ್ಷೇತ್ರ ಧರ್ಮಸ್ಥಳ ಗ್ರಾಮಾಭಿವೃದ್ಧಿ ಯೋಜನೆ ಬಿ.ಸಿ. ಟ್ರಸ್ಟ್ ವತಿಯಿಂದ ಮಹಿಳೆಯರಿಗಾಗಿ ಹಮ್ಮಿಕೊಂಡಿದ್ದ 3 ತಿಂಗಳ ಹೊಲಿಗೆ ತರಬೇತಿ ಶಿಬಿರದ ಸಮಾರೋಪ ಸಮಾರಂಭ ನಡೆಯಿತು. ಸ್ವ ಉದ್ಯೋಗಕ್ಕೆ ಪ್ರೇರಣೆ ನೀಡುವ ನಿಟ್ಟಿನಲ್ಲಿ ಈ ತರಬೇತಿ ಆಯೋಜಿಸಲಾಗಿದ್ದು, ಶಿಬಿರಾರ್ಥಿಗಳಿಗೆ ಪ್ರಮಾಣ ಪತ್ರ ವಿತರಿಸಲಾಯಿತು. ಯೋಜನಾಧಿಕಾರಿ ಅಧ್ಯಕ್ಷತೆ ವಹಿಸಿದ್ದರು. ಸೇವಾ ಪ್ರತಿನಿಧಿಗಳು, ಒಕ್ಕೂಟದ ಪದಾಧಿಕಾರಿಗಳು ಹಾಗೂ ಶಿಬಿರಾರ್ಥಿಗಳು ಉಪಸ್ಥಿತರಿದ್ದರು. ತರಬೇತುದಾರರನ್ನು ಗೌರವಿಸಲಾಯಿತು. ಶಿಬಿರಾರ್ಥಿಗಳು ತಾವು ತಯಾರಿಸಿದ ಉಡುಪುಗಳನ್ನು ಪ್ರದರ್ಶಿಸಿದರು. bbox=[678, 1289, 811, 1377]
story-photo bbox=[154, 1318, 258, 1456]
twitter-link[interactable]: Twitter HosadiganthaWeb bbox=[704, 103, 812, 112]
info-bar bbox=[0, 100, 945, 116]
opinion-intro: ಪರಿಶಿಷ್ಟ ಪಂಗಡ ಮತ್ತು bbox=[798, 226, 850, 234]
lead-headline: ಸಮಸ್ಯೆ ಬಗೆಹರಿಸದಿದ್ದರೆ ಬೃಹತ್ ಪ್ರತಿಭಟನೆಯ ಎಚ್ಚರಿಕೆ bbox=[242, 152, 698, 182]
story-title: ತೆರಿಗೆ ಪಾವತಿಸಲು ಅವಕಾಶ bbox=[8, 300, 100, 312]
